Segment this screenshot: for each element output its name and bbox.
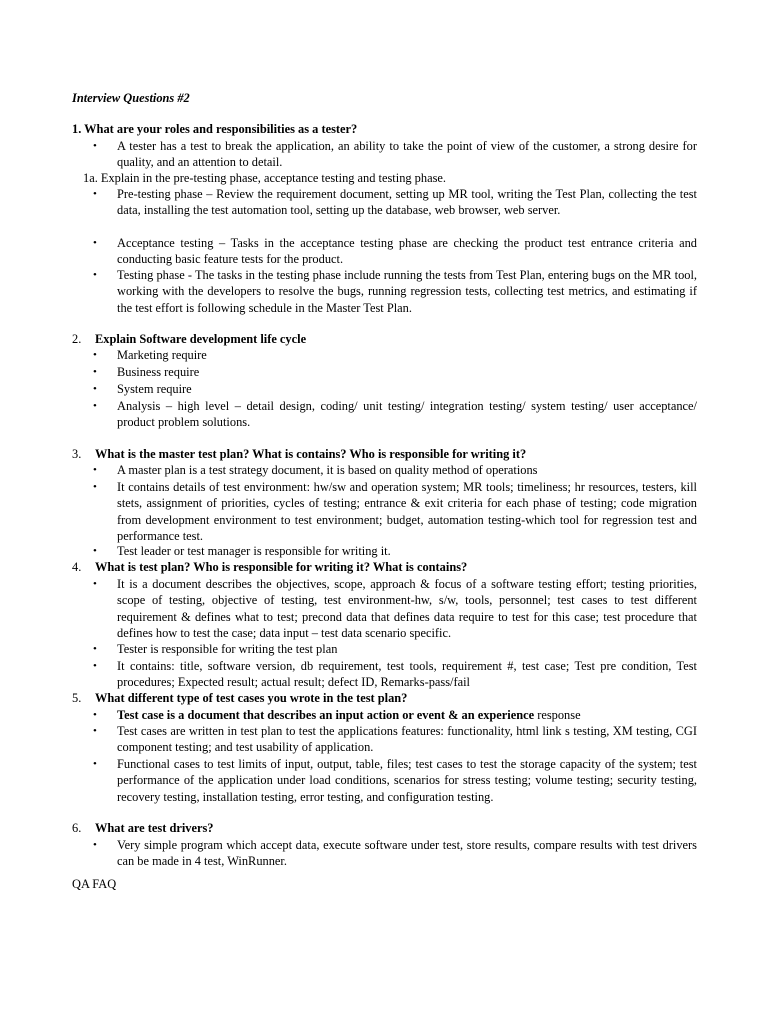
q1-bullet-1: A tester has a test to break the application, an ability to take the point of view of the customer, a strong desire for quality, and an attention to detail. bbox=[117, 139, 697, 170]
q3-bullet-3: Test leader or test manager is responsible for writing it. bbox=[117, 544, 391, 558]
question-3-heading: What is the master test plan? What is contains? Who is responsible for writing it? bbox=[95, 447, 527, 461]
document-title: Interview Questions #2 bbox=[72, 91, 190, 105]
bullet-icon: • bbox=[93, 643, 97, 655]
q2-bullet-3: System require bbox=[117, 382, 192, 396]
bullet-icon: • bbox=[93, 400, 97, 412]
bullet-icon: • bbox=[93, 725, 97, 737]
footer-text: QA FAQ bbox=[72, 877, 117, 891]
q1-subquestion: 1a. Explain in the pre-testing phase, acceptance testing and testing phase. bbox=[83, 171, 446, 185]
q4-bullet-1: It is a document describes the objectives, scope, approach & focus of a software testing effort; testing priorities, scope of testing, objective of testing, test environment-hw, s/w, tools, personnel; test cases to test different requirement & defines what to test; precond data that defines data require to test for this case; test procedure that defines how to test the case; data input – test data scenario specific. bbox=[117, 577, 697, 640]
q5-bullet-1-rest: response bbox=[534, 708, 581, 722]
question-6-number: 6. bbox=[72, 821, 82, 835]
q4-bullet-3: It contains: title, software version, db requirement, test tools, requirement #, test case; Test pre condition, Test procedures; Expected result; actual result; defect ID, Remarks-pass/fail bbox=[117, 659, 697, 690]
question-2-heading: Explain Software development life cycle bbox=[95, 332, 307, 346]
q3-bullet-2: It contains details of test environment: hw/sw and operation system; MR tools; timeliness; hr resources, testers, kill stets, assignment of priorities, cycles of testing; entrance & exit criteria for each phase of testing; code migration from development environment to test environment; budget, automation testing-which tool for regression test and performance test. bbox=[117, 480, 697, 543]
q5-bullet-1 bbox=[117, 707, 581, 723]
bullet-icon: • bbox=[93, 366, 97, 378]
q1-bullet-4: Testing phase - The tasks in the testing phase include running the tests from Test Plan, entering bugs on the MR tool, working with the developers to resolve the bugs, running regression tests, collecting test metrics, and estimating if the test effort is following schedule in the Master Test Plan. bbox=[117, 268, 697, 315]
question-5-heading: What different type of test cases you wrote in the test plan? bbox=[95, 691, 408, 705]
bullet-icon: • bbox=[93, 383, 97, 395]
bullet-icon: • bbox=[93, 269, 97, 281]
bullet-icon: • bbox=[93, 758, 97, 770]
question-2-number: 2. bbox=[72, 332, 82, 346]
q2-bullet-4: Analysis – high level – detail design, coding/ unit testing/ integration testing/ system testing/ user acceptance/ product problem solutions. bbox=[117, 399, 697, 430]
question-4-heading: What is test plan? Who is responsible for writing it? What is contains? bbox=[95, 560, 468, 574]
question-5-number: 5. bbox=[72, 691, 82, 705]
bullet-icon: • bbox=[93, 660, 97, 672]
bullet-icon: • bbox=[93, 578, 97, 590]
bullet-icon: • bbox=[93, 188, 97, 200]
bullet-icon: • bbox=[93, 839, 97, 851]
bullet-icon: • bbox=[93, 464, 97, 476]
q5-bullet-2: Test cases are written in test plan to test the applications features: functionality, html link s testing, XM testing, CGI component testing; and test usability of application. bbox=[117, 724, 697, 755]
question-6-heading: What are test drivers? bbox=[95, 821, 214, 835]
q6-bullet-1: Very simple program which accept data, execute software under test, store results, compare results with test drivers can be made in 4 test, WinRunner. bbox=[117, 838, 697, 869]
q5-bullet-1-bold: Test case is a document that describes an input action or event & an experience bbox=[117, 708, 535, 722]
bullet-icon: • bbox=[93, 709, 97, 721]
bullet-icon: • bbox=[93, 349, 97, 361]
question-4-number: 4. bbox=[72, 560, 82, 574]
q5-bullet-3: Functional cases to test limits of input, output, table, files; test cases to test the storage capacity of the system; test performance of the application under load conditions, scenarios for stress testing; volume testing; security testing, recovery testing, installation testing, error testing, and configuration testing. bbox=[117, 757, 697, 804]
q1-bullet-3: Acceptance testing – Tasks in the acceptance testing phase are checking the product test entrance criteria and conducting basic feature tests for the product. bbox=[117, 236, 697, 267]
q3-bullet-1: A master plan is a test strategy document, it is based on quality method of operations bbox=[117, 463, 538, 477]
question-3-number: 3. bbox=[72, 447, 82, 461]
q4-bullet-2: Tester is responsible for writing the test plan bbox=[117, 642, 338, 656]
q2-bullet-1: Marketing require bbox=[117, 348, 207, 362]
bullet-icon: • bbox=[93, 140, 97, 152]
bullet-icon: • bbox=[93, 545, 97, 557]
question-1-heading: 1. What are your roles and responsibilities as a tester? bbox=[72, 122, 358, 136]
q1-bullet-2: Pre-testing phase – Review the requirement document, setting up MR tool, writing the Test Plan, collecting the test data, installing the test automation tool, setting up the database, web browser, web server. bbox=[117, 187, 697, 218]
q2-bullet-2: Business require bbox=[117, 365, 200, 379]
bullet-icon: • bbox=[93, 481, 97, 493]
bullet-icon: • bbox=[93, 237, 97, 249]
